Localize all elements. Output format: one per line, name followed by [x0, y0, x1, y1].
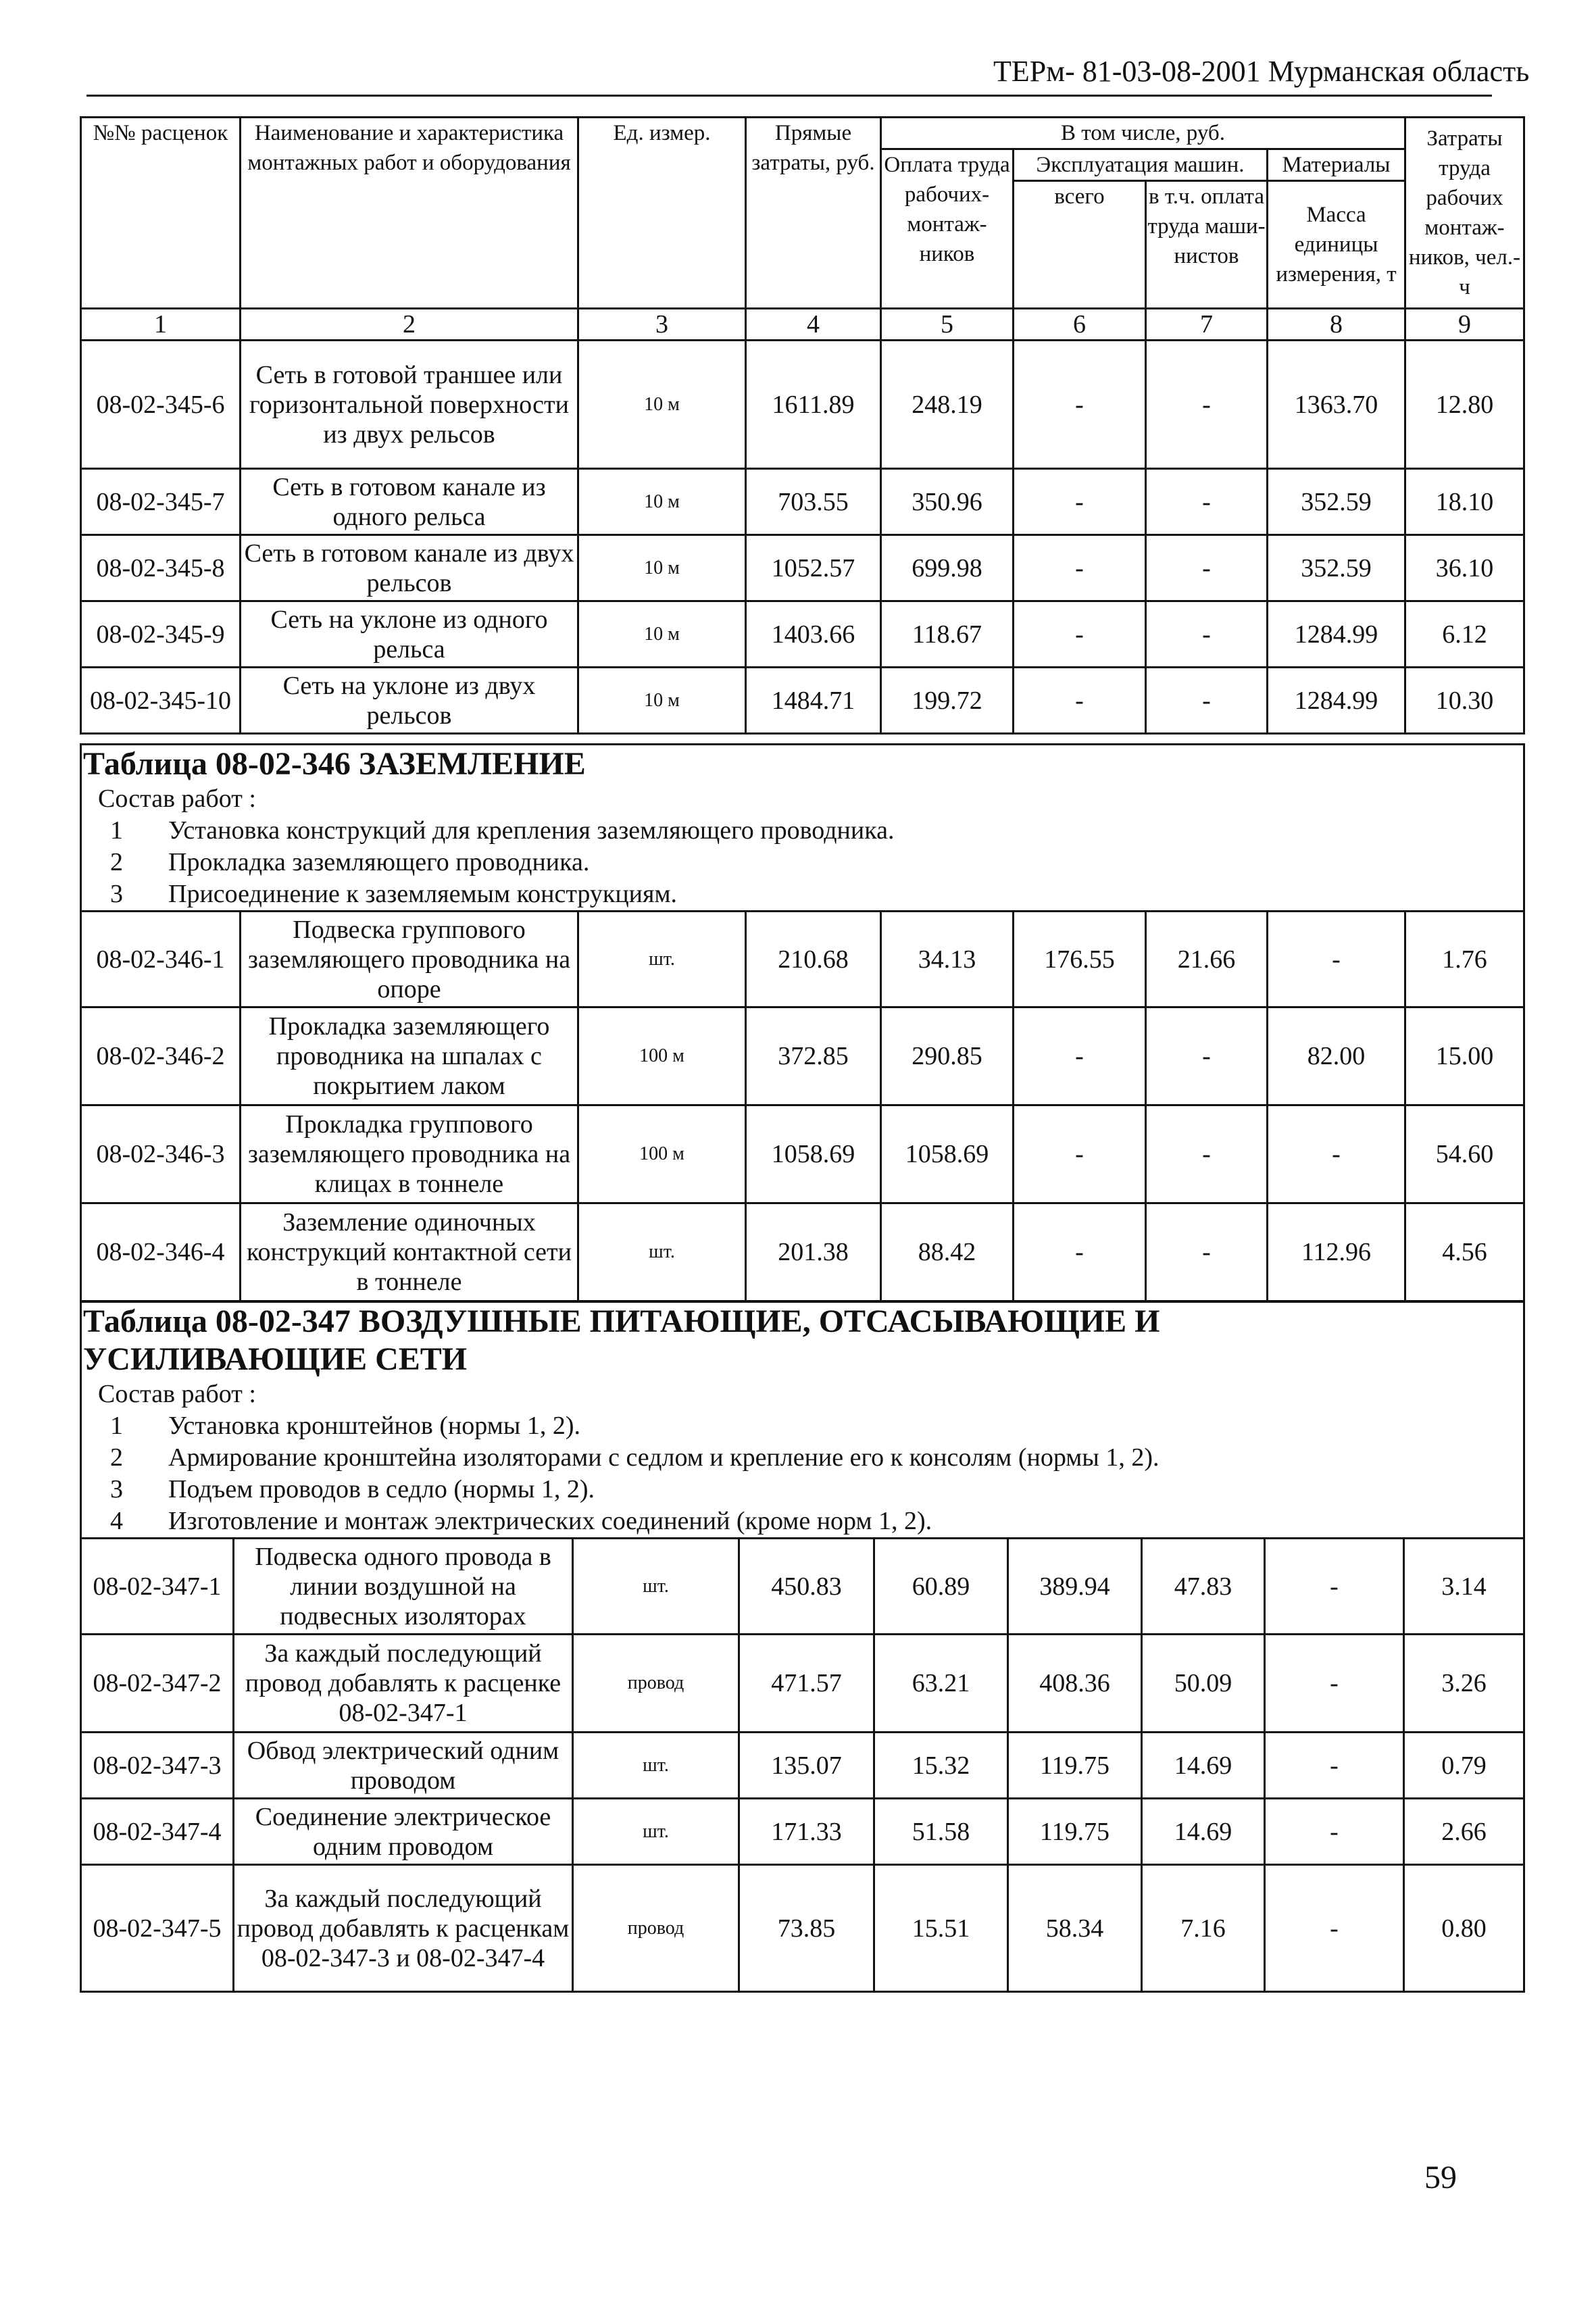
work-item — [83, 1505, 1523, 1537]
direct-cost-cell: 703.55 — [746, 469, 881, 535]
labor-pay-cell: 199.72 — [881, 668, 1014, 734]
machines-pay-cell: - — [1146, 601, 1268, 668]
col-header-labor-cost: Затраты труда рабочих монтаж-ников, чел.-ч — [1405, 118, 1524, 309]
unit-cell: провод — [573, 1635, 739, 1733]
machines-pay-cell: - — [1146, 1203, 1268, 1301]
rate-code: 08-02-346-1 — [81, 912, 241, 1007]
machines-pay-cell: 14.69 — [1142, 1799, 1265, 1865]
unit-cell: 100 м — [578, 1007, 746, 1105]
work-description: За каждый последующий провод добавлять к расценке 08-02-347-1 — [234, 1635, 573, 1733]
rate-code: 08-02-345-8 — [81, 535, 241, 601]
machines-total-cell: 408.36 — [1008, 1635, 1142, 1733]
unit-cell: шт. — [573, 1733, 739, 1799]
table-row — [81, 1733, 1524, 1799]
rate-code: 08-02-346-4 — [81, 1203, 241, 1301]
labor-cost-cell: 10.30 — [1405, 668, 1524, 734]
labor-cost-cell: 54.60 — [1405, 1105, 1524, 1203]
col-number: 9 — [1405, 309, 1524, 341]
direct-cost-cell: 135.07 — [739, 1733, 874, 1799]
direct-cost-cell: 1484.71 — [746, 668, 881, 734]
labor-pay-cell: 699.98 — [881, 535, 1014, 601]
direct-cost-cell: 73.85 — [739, 1865, 874, 1992]
machines-total-cell: - — [1014, 1203, 1146, 1301]
materials-cell: - — [1265, 1733, 1404, 1799]
materials-cell: - — [1265, 1635, 1404, 1733]
work-description: Сеть в готовом канале из двух рельсов — [241, 535, 578, 601]
table-row — [81, 1635, 1524, 1733]
labor-cost-cell: 18.10 — [1405, 469, 1524, 535]
machines-total-cell: - — [1014, 601, 1146, 668]
direct-cost-cell: 471.57 — [739, 1635, 874, 1733]
machines-total-cell: 176.55 — [1014, 912, 1146, 1007]
direct-cost-cell: 1611.89 — [746, 341, 881, 469]
col-number: 8 — [1268, 309, 1405, 341]
col-number: 2 — [241, 309, 578, 341]
work-description: Подвеска группового заземляющего проводника на опоре — [241, 912, 578, 1007]
labor-cost-cell: 36.10 — [1405, 535, 1524, 601]
materials-cell: 352.59 — [1268, 469, 1405, 535]
labor-cost-cell: 6.12 — [1405, 601, 1524, 668]
labor-cost-cell: 12.80 — [1405, 341, 1524, 469]
table-row — [81, 1007, 1524, 1105]
labor-cost-cell: 0.80 — [1404, 1865, 1524, 1992]
machines-pay-cell: 7.16 — [1142, 1865, 1265, 1992]
materials-cell: - — [1268, 1105, 1405, 1203]
rates-table-346 — [80, 743, 1525, 1302]
machines-pay-cell: - — [1146, 1007, 1268, 1105]
table-row — [81, 1799, 1524, 1865]
col-header-machines-total: всего — [1014, 181, 1146, 309]
col-header-including: В том числе, руб. — [881, 118, 1405, 149]
labor-pay-cell: 88.42 — [881, 1203, 1014, 1301]
section-heading-347 — [81, 1302, 1524, 1539]
rate-code: 08-02-346-2 — [81, 1007, 241, 1105]
direct-cost-cell: 171.33 — [739, 1799, 874, 1865]
rate-code: 08-02-347-2 — [81, 1635, 234, 1733]
unit-cell: провод — [573, 1865, 739, 1992]
unit-cell: 10 м — [578, 601, 746, 668]
machines-pay-cell: 14.69 — [1142, 1733, 1265, 1799]
col-header-labor-pay: Оплата труда рабочих-монтаж-ников — [881, 149, 1014, 309]
work-item-number: 2 — [110, 848, 123, 876]
col-number: 1 — [81, 309, 241, 341]
direct-cost-cell: 210.68 — [746, 912, 881, 1007]
col-header-unit: Ед. измер. — [578, 118, 746, 309]
work-description: Сеть в готовом канале из одного рельса — [241, 469, 578, 535]
machines-total-cell: 119.75 — [1008, 1733, 1142, 1799]
materials-cell: - — [1265, 1865, 1404, 1992]
work-item-number: 1 — [110, 816, 123, 845]
materials-cell: 1284.99 — [1268, 668, 1405, 734]
table-row — [81, 1203, 1524, 1301]
materials-cell: 1284.99 — [1268, 601, 1405, 668]
labor-cost-cell: 0.79 — [1404, 1733, 1524, 1799]
work-item-number: 1 — [110, 1412, 123, 1440]
machines-pay-cell: - — [1146, 535, 1268, 601]
machines-pay-cell: 50.09 — [1142, 1635, 1265, 1733]
col-header-direct-costs: Прямые затраты, руб. — [746, 118, 881, 309]
rate-code: 08-02-347-4 — [81, 1799, 234, 1865]
machines-total-cell: - — [1014, 1007, 1146, 1105]
work-description: Сеть в готовой траншее или горизонтальной поверхности из двух рельсов — [241, 341, 578, 469]
work-item-number: 4 — [110, 1507, 123, 1535]
work-description: Сеть на уклоне из одного рельса — [241, 601, 578, 668]
labor-cost-cell: 15.00 — [1405, 1007, 1524, 1105]
section-title: Таблица 08-02-347 ВОЗДУШНЫЕ ПИТАЮЩИЕ, ОТСАСЫВАЮЩИЕ И УСИЛИВАЮЩИЕ СЕТИ — [83, 1303, 1160, 1377]
composition-label: Состав работ : — [98, 1380, 256, 1408]
header-divider — [86, 95, 1492, 97]
labor-cost-cell: 1.76 — [1405, 912, 1524, 1007]
direct-cost-cell: 1403.66 — [746, 601, 881, 668]
materials-cell: 1363.70 — [1268, 341, 1405, 469]
direct-cost-cell: 450.83 — [739, 1539, 874, 1635]
materials-cell: - — [1265, 1539, 1404, 1635]
table-row — [81, 601, 1524, 668]
work-item-number: 3 — [110, 1475, 123, 1503]
work-item-text: Установка конструкций для крепления заземляющего проводника. — [168, 816, 895, 845]
labor-pay-cell: 63.21 — [874, 1635, 1008, 1733]
work-item — [83, 878, 1523, 910]
work-composition — [83, 783, 1523, 910]
work-item — [83, 847, 1523, 878]
work-composition — [83, 1378, 1523, 1537]
work-item — [83, 815, 1523, 847]
rate-code: 08-02-346-3 — [81, 1105, 241, 1203]
labor-cost-cell: 4.56 — [1405, 1203, 1524, 1301]
document-title: ТЕРм- 81-03-08-2001 Мурманская область — [993, 55, 1530, 88]
col-header-name: Наименование и характеристика монтажных работ и оборудования — [241, 118, 578, 309]
machines-total-cell: - — [1014, 469, 1146, 535]
labor-pay-cell: 248.19 — [881, 341, 1014, 469]
direct-cost-cell: 201.38 — [746, 1203, 881, 1301]
machines-pay-cell: - — [1146, 668, 1268, 734]
unit-cell: шт. — [578, 1203, 746, 1301]
labor-pay-cell: 350.96 — [881, 469, 1014, 535]
col-number: 4 — [746, 309, 881, 341]
work-item-text: Присоединение к заземляемым конструкциям. — [168, 880, 678, 908]
work-item — [83, 1474, 1523, 1505]
work-description: Соединение электрическое одним проводом — [234, 1799, 573, 1865]
work-description: За каждый последующий провод добавлять к расценкам 08-02-347-3 и 08-02-347-4 — [234, 1865, 573, 1992]
table-row — [81, 668, 1524, 734]
unit-cell: шт. — [573, 1799, 739, 1865]
machines-pay-cell: - — [1146, 469, 1268, 535]
col-header-mass: Масса единицы измерения, т — [1268, 181, 1405, 309]
composition-label: Состав работ : — [98, 785, 256, 813]
labor-pay-cell: 15.32 — [874, 1733, 1008, 1799]
unit-cell: 100 м — [578, 1105, 746, 1203]
page-number: 59 — [1424, 2160, 1457, 2195]
work-item-text: Установка кронштейнов (нормы 1, 2). — [168, 1412, 580, 1440]
work-description: Подвеска одного провода в линии воздушной на подвесных изоляторах — [234, 1539, 573, 1635]
rates-table-347 — [80, 1301, 1525, 1993]
table-row — [81, 1865, 1524, 1992]
rate-code: 08-02-345-9 — [81, 601, 241, 668]
work-item-text: Изготовление и монтаж электрических соединений (кроме норм 1, 2). — [168, 1507, 932, 1535]
col-number: 5 — [881, 309, 1014, 341]
direct-cost-cell: 1052.57 — [746, 535, 881, 601]
work-description: Сеть на уклоне из двух рельсов — [241, 668, 578, 734]
col-number: 3 — [578, 309, 746, 341]
machines-total-cell: 119.75 — [1008, 1799, 1142, 1865]
labor-pay-cell: 1058.69 — [881, 1105, 1014, 1203]
materials-cell: 112.96 — [1268, 1203, 1405, 1301]
rates-table-345 — [80, 116, 1525, 735]
labor-pay-cell: 34.13 — [881, 912, 1014, 1007]
machines-total-cell: 58.34 — [1008, 1865, 1142, 1992]
work-description: Заземление одиночных конструкций контактной сети в тоннеле — [241, 1203, 578, 1301]
unit-cell: 10 м — [578, 341, 746, 469]
section-title: Таблица 08-02-346 ЗАЗЕМЛЕНИЕ — [83, 746, 586, 782]
machines-total-cell: - — [1014, 535, 1146, 601]
table-row — [81, 912, 1524, 1007]
unit-cell: 10 м — [578, 535, 746, 601]
labor-pay-cell: 51.58 — [874, 1799, 1008, 1865]
unit-cell: 10 м — [578, 668, 746, 734]
rate-code: 08-02-345-7 — [81, 469, 241, 535]
table-row — [81, 1539, 1524, 1635]
work-item-text: Армирование кронштейна изоляторами с седлом и крепление его к консолям (нормы 1, 2). — [168, 1443, 1159, 1472]
work-description: Прокладка группового заземляющего проводника на клицах в тоннеле — [241, 1105, 578, 1203]
machines-pay-cell: - — [1146, 341, 1268, 469]
col-number: 7 — [1146, 309, 1268, 341]
machines-total-cell: - — [1014, 341, 1146, 469]
machines-pay-cell: 21.66 — [1146, 912, 1268, 1007]
machines-total-cell: 389.94 — [1008, 1539, 1142, 1635]
labor-pay-cell: 15.51 — [874, 1865, 1008, 1992]
direct-cost-cell: 372.85 — [746, 1007, 881, 1105]
machines-total-cell: - — [1014, 668, 1146, 734]
rate-code: 08-02-345-10 — [81, 668, 241, 734]
labor-pay-cell: 290.85 — [881, 1007, 1014, 1105]
table-row — [81, 535, 1524, 601]
col-header-machines-pay: в т.ч. оплата труда маши-нистов — [1146, 181, 1268, 309]
work-item-number: 2 — [110, 1443, 123, 1472]
col-number: 6 — [1014, 309, 1146, 341]
work-item-number: 3 — [110, 880, 123, 908]
labor-cost-cell: 3.26 — [1404, 1635, 1524, 1733]
labor-pay-cell: 60.89 — [874, 1539, 1008, 1635]
machines-pay-cell: - — [1146, 1105, 1268, 1203]
labor-pay-cell: 118.67 — [881, 601, 1014, 668]
unit-cell: 10 м — [578, 469, 746, 535]
machines-pay-cell: 47.83 — [1142, 1539, 1265, 1635]
labor-cost-cell: 2.66 — [1404, 1799, 1524, 1865]
unit-cell: шт. — [578, 912, 746, 1007]
rate-code: 08-02-347-5 — [81, 1865, 234, 1992]
work-item-text: Прокладка заземляющего проводника. — [168, 848, 590, 876]
col-header-materials: Материалы — [1268, 149, 1405, 181]
work-description: Прокладка заземляющего проводника на шпалах с покрытием лаком — [241, 1007, 578, 1105]
unit-cell: шт. — [573, 1539, 739, 1635]
materials-cell: 82.00 — [1268, 1007, 1405, 1105]
rate-code: 08-02-347-1 — [81, 1539, 234, 1635]
work-item — [83, 1410, 1523, 1442]
work-item-text: Подъем проводов в седло (нормы 1, 2). — [168, 1475, 595, 1503]
rate-code: 08-02-347-3 — [81, 1733, 234, 1799]
table-row — [81, 1105, 1524, 1203]
direct-cost-cell: 1058.69 — [746, 1105, 881, 1203]
materials-cell: - — [1265, 1799, 1404, 1865]
section-heading-346 — [81, 745, 1524, 912]
work-item — [83, 1442, 1523, 1474]
table-row — [81, 341, 1524, 469]
table-row — [81, 469, 1524, 535]
work-description: Обвод электрический одним проводом — [234, 1733, 573, 1799]
rate-code: 08-02-345-6 — [81, 341, 241, 469]
machines-total-cell: - — [1014, 1105, 1146, 1203]
materials-cell: - — [1268, 912, 1405, 1007]
materials-cell: 352.59 — [1268, 535, 1405, 601]
col-header-machines: Эксплуатация машин. — [1014, 149, 1268, 181]
labor-cost-cell: 3.14 — [1404, 1539, 1524, 1635]
col-header-code: №№ расценок — [81, 118, 241, 309]
